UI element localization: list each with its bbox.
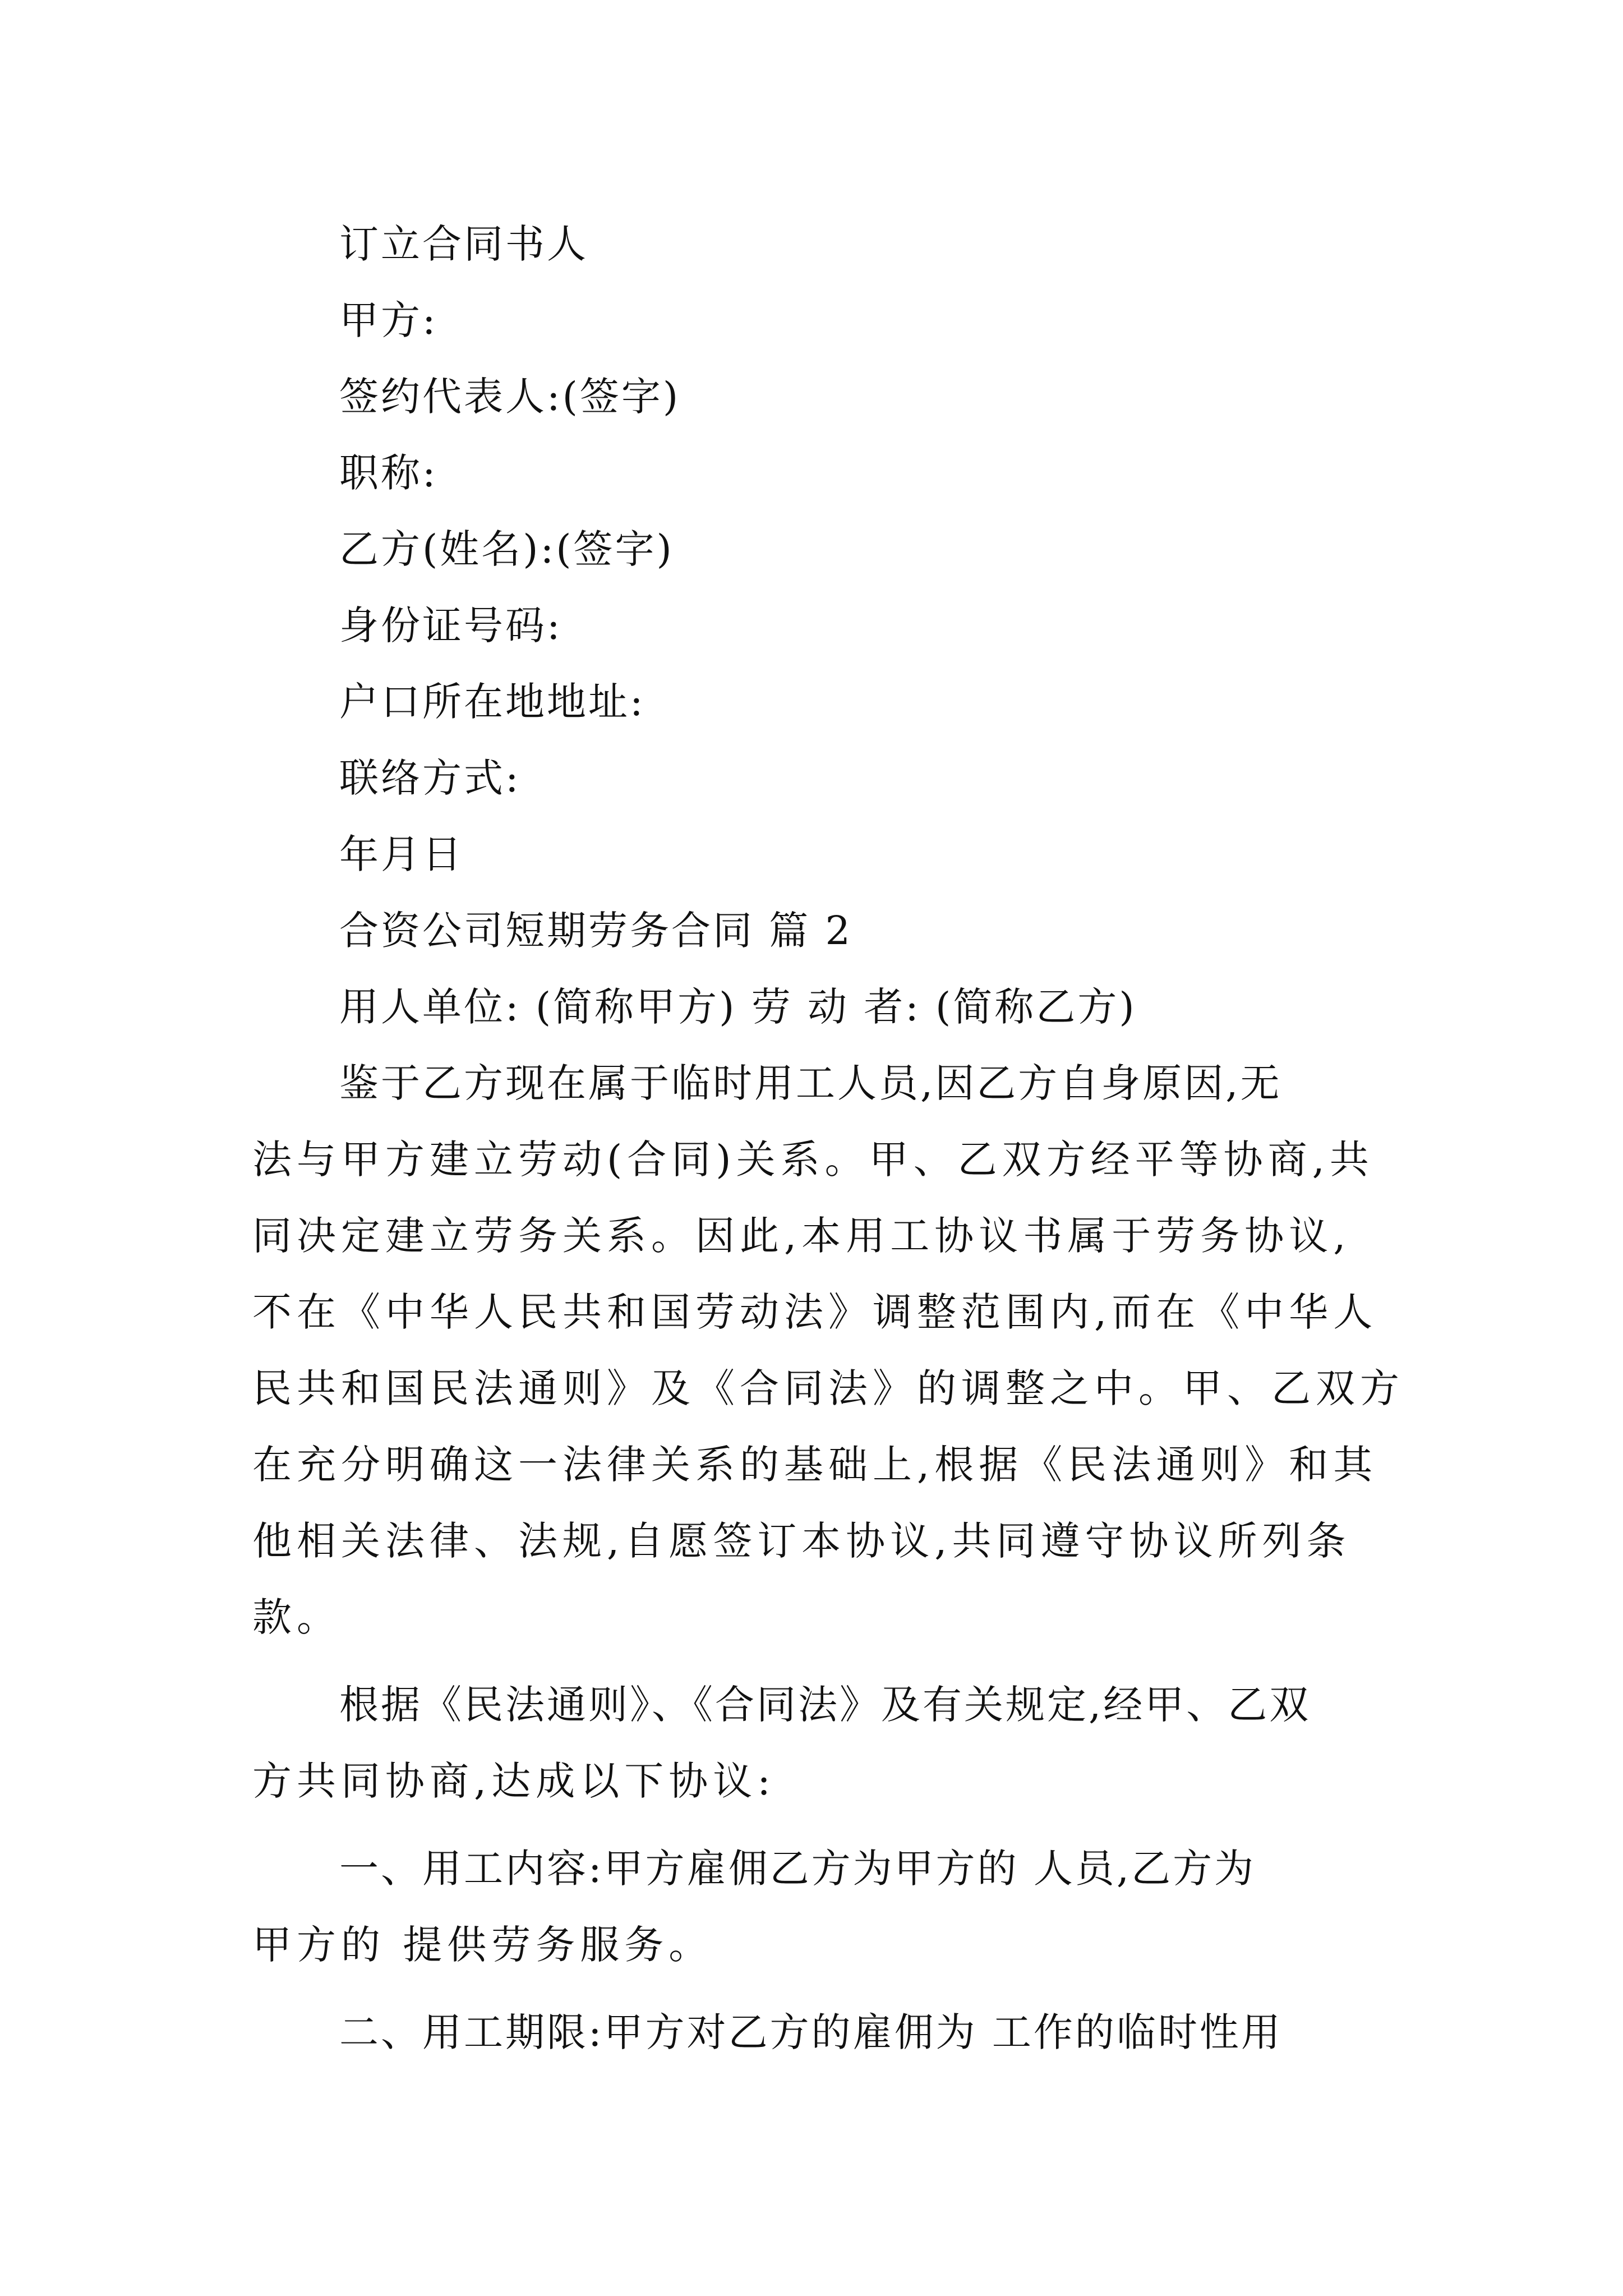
paragraph-line: 二、用工期限:甲方对乙方的雇佣为 工作的临时性用: [339, 2009, 1283, 2055]
paragraph-line: 同决定建立劳务关系。因此,本用工协议书属于劳务协议,: [252, 1213, 1351, 1259]
text-line: 订立合同书人: [339, 221, 588, 267]
text-line: 用人单位: (简称甲方) 劳 动 者: (简称乙方): [339, 984, 1137, 1030]
text-line: 职称:: [339, 450, 438, 496]
paragraph-line: 一、用工内容:甲方雇佣乙方为甲方的 人员,乙方为: [339, 1846, 1256, 1892]
section-heading: 合资公司短期劳务合同 篇 2: [339, 908, 853, 954]
text-line: 乙方(姓名):(签字): [339, 526, 674, 572]
text-line: 甲方:: [339, 297, 438, 343]
paragraph-line: 在充分明确这一法律关系的基础上,根据《民法通则》和其: [252, 1442, 1378, 1488]
paragraph-line: 法与甲方建立劳动(合同)关系。甲、乙双方经平等协商,共: [252, 1137, 1374, 1182]
text-line: 联络方式:: [339, 755, 521, 801]
paragraph-line: 他相关法律、法规,自愿签订本协议,共同遵守协议所列条: [252, 1518, 1351, 1564]
text-line: 户口所在地地址:: [339, 679, 645, 725]
paragraph-line: 方共同协商,达成以下协议:: [252, 1758, 776, 1804]
text-line: 身份证号码:: [339, 602, 562, 648]
paragraph-line: 鉴于乙方现在属于临时用工人员,因乙方自身原因,无: [339, 1060, 1282, 1106]
paragraph-line: 根据《民法通则》、《合同法》及有关规定,经甲、乙双: [339, 1682, 1311, 1728]
paragraph-line: 甲方的 提供劳务服务。: [252, 1922, 713, 1968]
paragraph-line: 民共和国民法通则》及《合同法》的调整之中。甲、乙双方: [252, 1365, 1404, 1411]
paragraph-line: 不在《中华人民共和国劳动法》调整范围内,而在《中华人: [252, 1289, 1378, 1335]
text-line: 签约代表人:(签字): [339, 374, 681, 420]
text-line: 年月日: [339, 831, 464, 877]
paragraph-line: 款。: [252, 1594, 341, 1640]
